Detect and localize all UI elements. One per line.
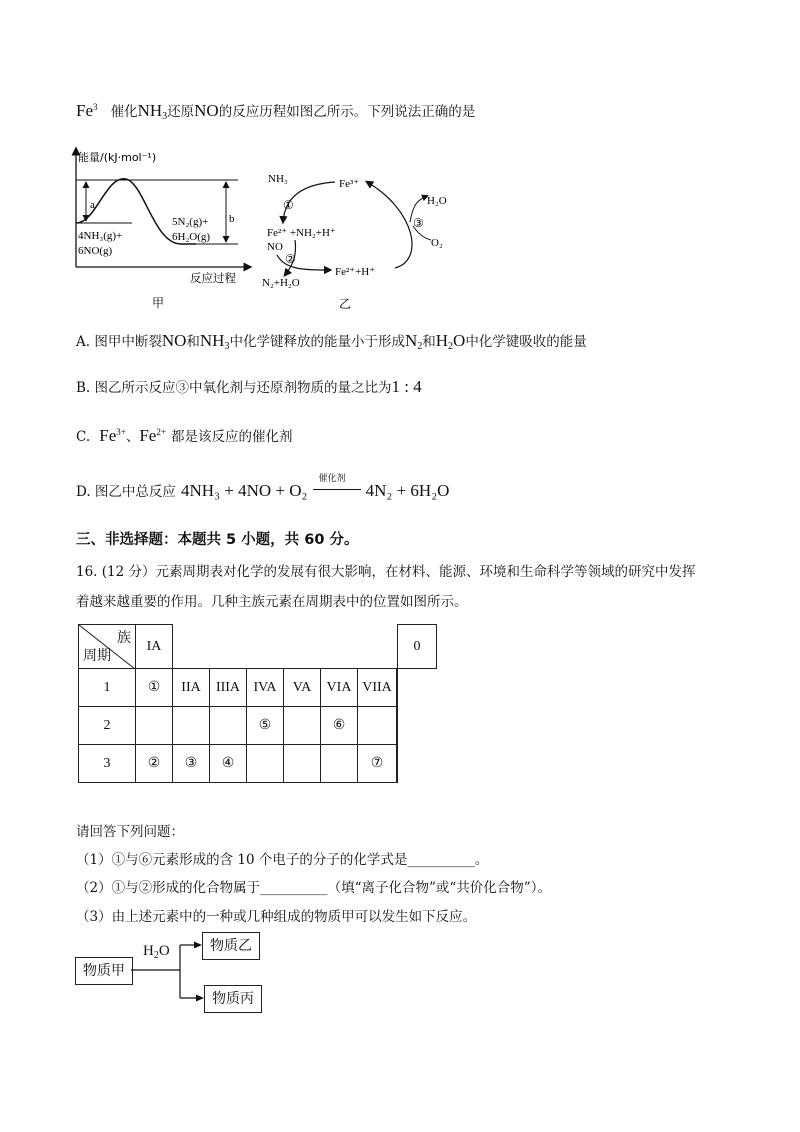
x-axis-label: 反应过程 (190, 271, 236, 285)
catalytic-cycle-diagram (255, 160, 470, 320)
substance-yi-box: 物质乙 (202, 932, 260, 960)
svg-text:6NO(g): 6NO(g) (78, 245, 113, 257)
nh3-formula: $NH_3$ (137, 101, 168, 122)
option-d[interactable]: D. 图乙中总反应 4NH₃ + 4NO + O₂ 催化剂 4N₂ + 6H₂O (76, 474, 450, 500)
step-1: ① (283, 198, 294, 212)
label-b: b (229, 213, 235, 225)
option-b[interactable]: B. 图乙所示反应③中氧化剂与还原剂物质的量之比为1 : 4 (76, 377, 422, 396)
equation-left: 4NH₃ + 4NO + O₂ (181, 481, 308, 500)
energy-diagram (66, 145, 256, 320)
no-formula: NO (194, 101, 219, 120)
reagent-h2o: $H_2O$ (143, 943, 170, 961)
label-no: NO (267, 241, 283, 253)
group-ia: IA (136, 625, 173, 669)
q15-stem: Fe$^3$ 催化$NH_3$还原NO的反应历程如图乙所示。下列说法正确的是 (76, 101, 476, 122)
step-2: ② (285, 252, 296, 266)
sub-question-3[interactable]: （3）由上述元素中的一种或几种组成的物质甲可以发生如下反应。 (76, 909, 477, 925)
label-o2: O₂ (431, 237, 443, 249)
option-a[interactable]: A. 图甲中断裂NO和$NH_3$中化学键释放的能量小于形成$N_2$和$H_2O$中化学键吸收的能量 (76, 331, 587, 352)
group-zero: 0 (398, 625, 437, 669)
period-1-row: 1 ① IIA IIIA IVA VA VIA VIIA (79, 669, 437, 707)
label-fe2-h: Fe²⁺+H⁺ (335, 266, 376, 278)
fe-ion: Fe$^3$ (76, 101, 98, 120)
equation-right: 4N₂ + 6H₂O (365, 481, 450, 500)
figure-caption-jia: 甲 (152, 296, 165, 310)
sub-question-1[interactable]: （1）①与⑥元素形成的含 10 个电子的分子的化学式是__________。 (76, 852, 489, 868)
option-c[interactable]: C. $Fe^{3+}$、$Fe^{2+}$ 都是该反应的催化剂 (76, 426, 293, 445)
label-h2o: H₂O (427, 195, 447, 207)
sub-question-2[interactable]: （2）①与②形成的化合物属于__________（填“离子化合物”或“共价化合物”）。 (76, 880, 551, 896)
period-3-row: 3 ② ③ ④ ⑦ (79, 745, 437, 783)
table-corner: 族 周期 (79, 625, 136, 669)
flow-arrows (131, 940, 206, 1002)
answer-prompt: 请回答下列问题： (76, 824, 184, 840)
reactant-label: 4NH₃(g)+ (78, 230, 123, 242)
product-label: 5N₂(g)+ (172, 216, 209, 228)
section-heading: 三、非选择题：本题共 5 小题，共 60 分。 (76, 532, 359, 548)
label-fe3: Fe³⁺ (339, 178, 360, 190)
period-2-row: 2 ⑤ ⑥ (79, 707, 437, 745)
figure-caption-yi: 乙 (339, 297, 352, 311)
substance-jia-box: 物质甲 (75, 957, 133, 985)
y-axis-label: 能量/(kJ·mol⁻¹) (78, 151, 157, 164)
label-intermediate: Fe²⁺ +NH₂+H⁺ (267, 227, 336, 239)
label-a: a (90, 199, 95, 211)
label-nh3: NH₃ (268, 173, 288, 185)
substance-bing-box: 物质丙 (204, 985, 262, 1013)
q16-intro-line1: 16. (12 分）元素周期表对化学的发展有很大影响，在材料、能源、环境和生命科学等领域的研究中发挥 (76, 564, 696, 580)
step-3: ③ (413, 216, 424, 230)
reaction-arrow: 催化剂 (313, 481, 361, 497)
svg-text:6H₂O(g): 6H₂O(g) (172, 231, 211, 243)
label-n2-h2o: N₂+H₂O (262, 277, 300, 289)
q16-intro-line2: 着越来越重要的作用。几种主族元素在周期表中的位置如图所示。 (76, 594, 468, 610)
periodic-table (78, 624, 437, 783)
